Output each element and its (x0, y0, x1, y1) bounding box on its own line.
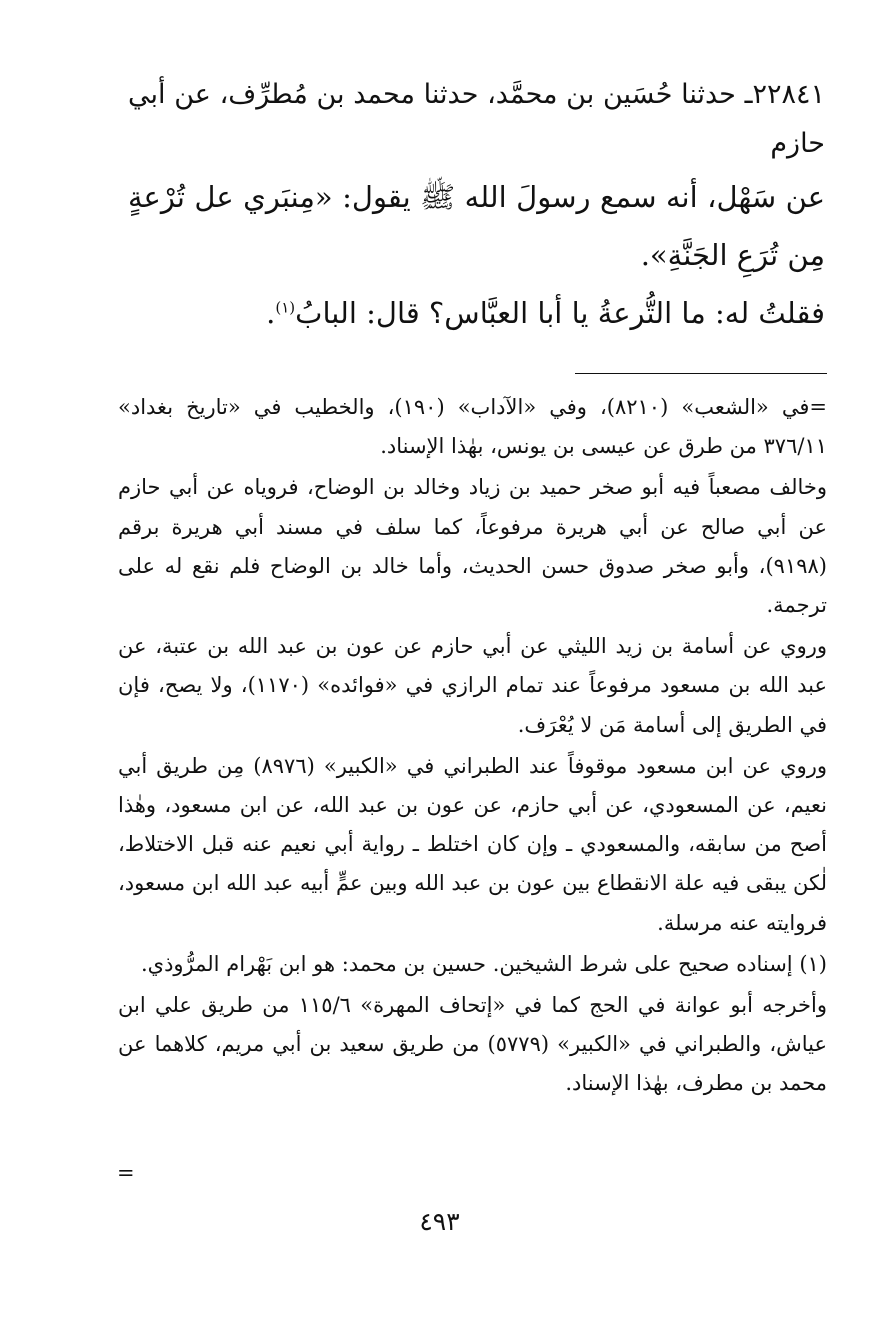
footnote-paragraph-1: =في «الشعب» (٨٢١٠)، وفي «الآداب» (١٩٠)، والخطيب في «تاريخ بغداد» ٣٧٦/١١ من طرق عن عيسى بن يونس، بهٰذا الإسناد. (118, 395, 827, 459)
continuation-mark: = (117, 1161, 135, 1185)
footnote-paragraph-2: وخالف مصعباً فيه أبو صخر حميد بن زياد وخالد بن الوضاح، فروياه عن أبي حازم عن أبي صالح عن أبي هريرة مرفوعاً، كما سلف في مسند أبي هريرة برقم (٩١٩٨)، وأبو صخر صدوق حسن الحديث، وأما خالد بن الوضاح فلم نقع له على ترجمة. (118, 475, 827, 618)
footnote-paragraph-4: وروي عن ابن مسعود موقوفاً عند الطبراني في «الكبير» (٨٩٧٦) مِن طريق أبي نعيم، عن المسعودي، عن أبي حازم، عن عون بن عبد الله، عن ابن مسعود، وهٰذا أصح من سابقه، والمسعودي ـ وإن كان اختلط ـ رواية أبي نعيم عنه قبل الاختلاط، لٰكن يبقى فيه علة الانقطاع بين عون بن عبد الله وبين عمٍّ أبيه عبد الله ابن مسعود، فروايته عنه مرسلة. (118, 753, 827, 935)
hadith-end-text: فقلتُ له: ما التُّرعةُ يا أبا العبَّاس؟ قال: البابُ (295, 296, 825, 330)
footnote-paragraph-3: وروي عن أسامة بن زيد الليثي عن أبي حازم عن عون بن عبد الله بن عتبة، عن عبد الله بن مسعود مرفوعاً عند تمام الرازي في «فوائده» (١١٧٠)، ولا يصح، فإن في الطريق إلى أسامة مَن لا يُعْرَف. (118, 634, 827, 737)
footnote-reference: (١) (275, 298, 296, 317)
footnote-paragraph-5: (١) إسناده صحيح على شرط الشيخين. حسين بن محمد: هو ابن بَهْرام المرُّوذي. (140, 951, 827, 976)
hadith-end-period: . (266, 296, 276, 330)
footnote-paragraph-6: وأخرجه أبو عوانة في الحج كما في «إتحاف المهرة» ١١٥/٦ من طريق علي ابن عياش، والطبراني في «الكبير» (٥٧٧٩) من طريق سعيد بن أبي مريم، كلاهما عن محمد بن مطرف، بهٰذا الإسناد. (118, 993, 827, 1096)
footnotes (118, 388, 827, 1106)
footnote-separator (575, 373, 827, 374)
hadith-end (128, 284, 825, 342)
page-number: ٤٩٣ (419, 1207, 460, 1236)
hadith-body: عن سَهْل، أنه سمع رسولَ الله ﷺ يقول: «مِنبَري عل تُرْعةٍ مِن تُرَعِ الجَنَّةِ». (128, 180, 825, 272)
hadith-intro: ٢٢٨٤١ـ حدثنا حُسَين بن محمَّد، حدثنا محمد بن مُطرِّف، عن أبي حازم (128, 79, 825, 159)
main-text (128, 70, 825, 342)
